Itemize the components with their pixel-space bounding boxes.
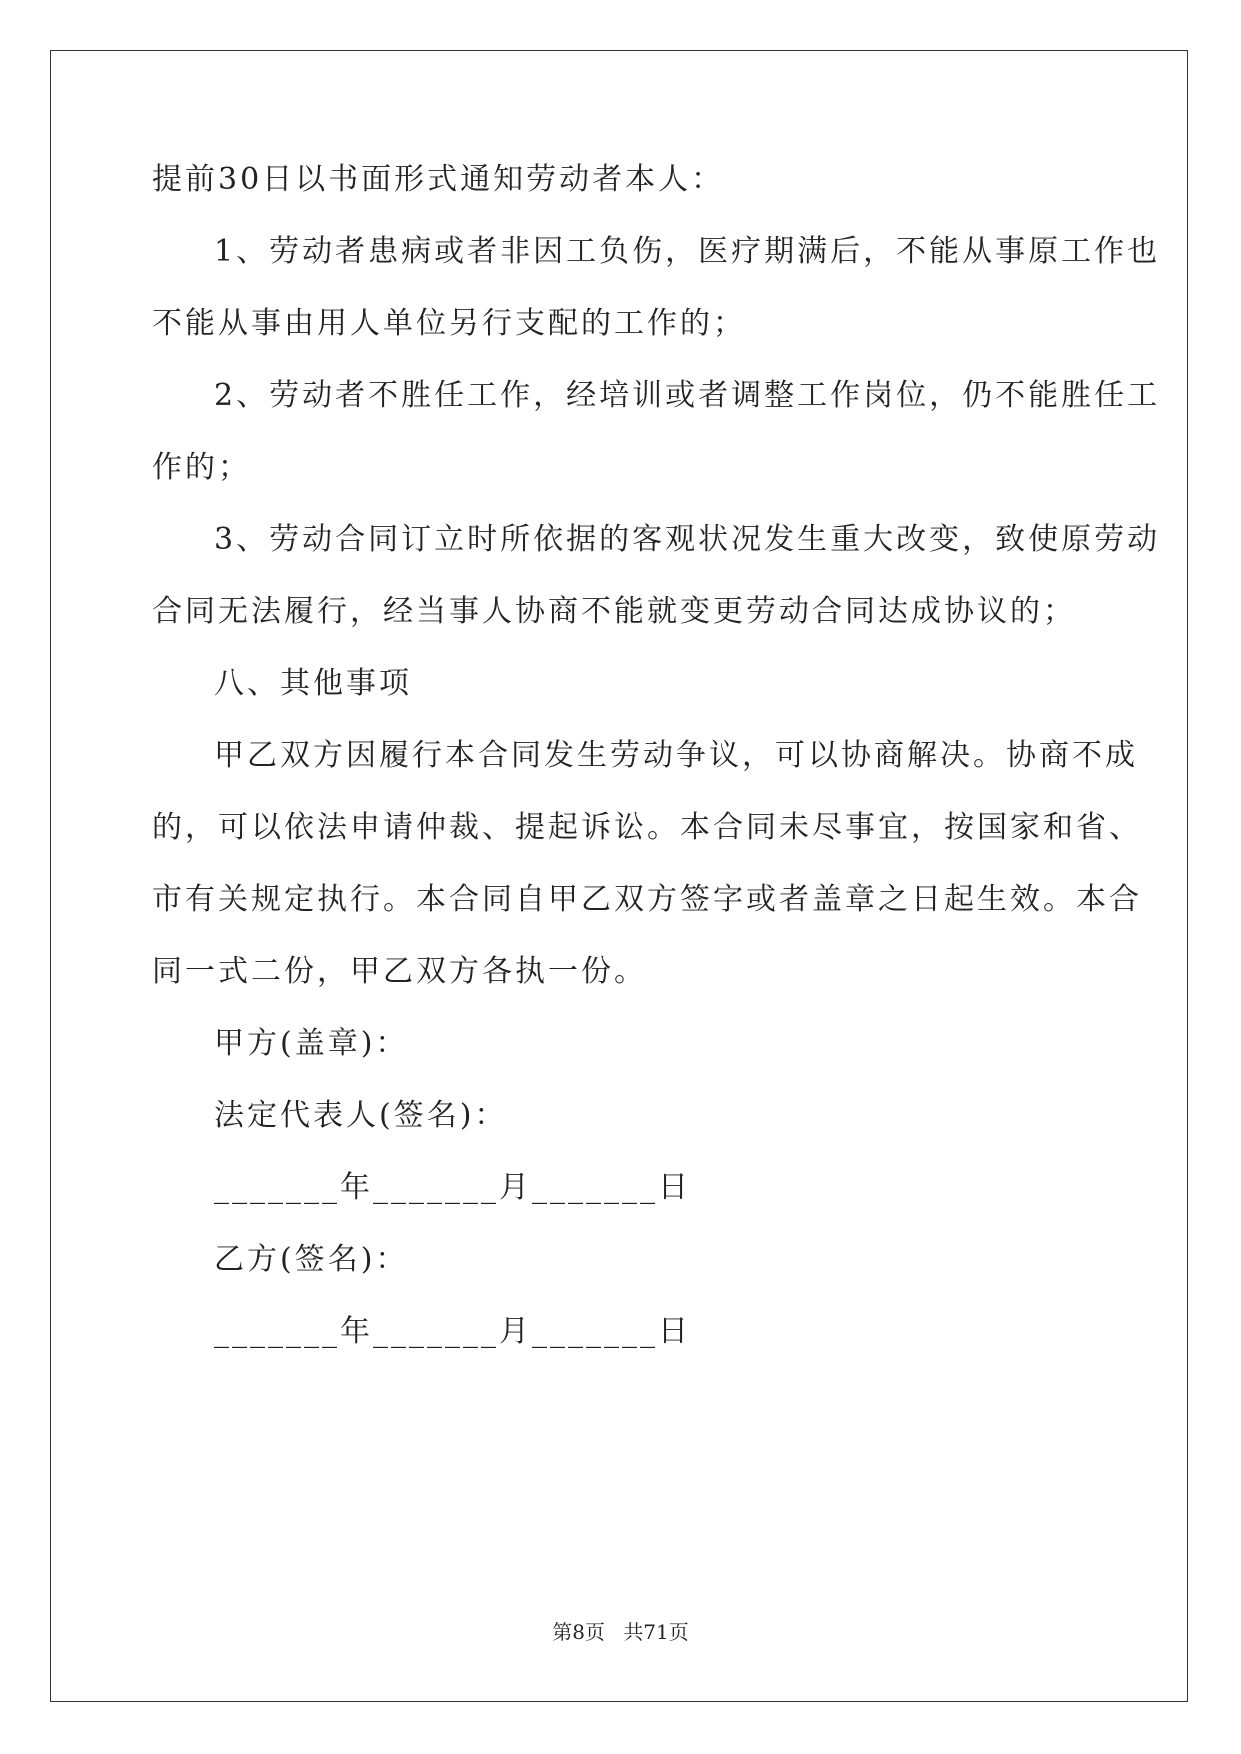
page-footer <box>0 1616 1241 1645</box>
page-total: 共71页 <box>623 1620 689 1644</box>
paragraph-line: 的，可以依法申请仲裁、提起诉讼。本合同未尽事宜，按国家和省、 <box>152 810 1142 845</box>
paragraph-line: 甲乙双方因履行本合同发生劳动争议，可以协商解决。协商不成 <box>214 738 1138 773</box>
date-line-party-a: _______年_______月_______日 <box>214 1170 691 1205</box>
paragraph-line: 作的； <box>152 450 251 485</box>
legal-representative-label: 法定代表人(签名)： <box>214 1098 508 1133</box>
paragraph-line: 合同无法履行，经当事人协商不能就变更劳动合同达成协议的； <box>152 594 1076 629</box>
paragraph-line: 市有关规定执行。本合同自甲乙双方签字或者盖章之日起生效。本合 <box>152 882 1142 917</box>
paragraph-line: 同一式二份，甲乙双方各执一份。 <box>152 954 647 989</box>
paragraph-line: 2、劳动者不胜任工作，经培训或者调整工作岗位，仍不能胜任工 <box>214 378 1161 413</box>
party-a-seal-label: 甲方(盖章)： <box>214 1026 409 1061</box>
paragraph-line: 提前30日以书面形式通知劳动者本人： <box>152 162 725 197</box>
paragraph-line: 1、劳动者患病或者非因工负伤，医疗期满后，不能从事原工作也 <box>214 234 1161 269</box>
page-border <box>50 50 1188 1702</box>
page-number: 第8页 <box>552 1620 605 1644</box>
party-b-signature-label: 乙方(签名)： <box>214 1242 409 1277</box>
paragraph-line: 不能从事由用人单位另行支配的工作的； <box>152 306 746 341</box>
date-line-party-b: _______年_______月_______日 <box>214 1314 691 1349</box>
section-heading: 八、其他事项 <box>214 666 412 701</box>
paragraph-line: 3、劳动合同订立时所依据的客观状况发生重大改变，致使原劳动 <box>214 522 1161 557</box>
